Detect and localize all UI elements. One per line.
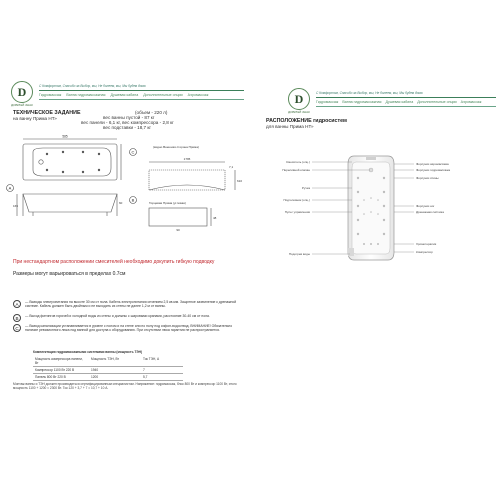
header-divider	[39, 90, 244, 91]
nav-bar-left	[39, 93, 208, 97]
brand-tagline: С Комфортом, Спасибо за Выбор, мы, Не болеем, мы, Мы будем дома	[316, 91, 423, 95]
nav-item[interactable]: Ванна гидромассажная	[342, 100, 382, 104]
requirement-c	[13, 324, 243, 332]
table-header: Ток ТЭН, А	[143, 357, 160, 361]
callout-label: Форсунки спины	[416, 176, 439, 180]
nav-item[interactable]: Душевая кабина	[385, 100, 414, 104]
callout-label: Подголовник (опц.)	[283, 198, 310, 202]
marker-c: C	[131, 149, 135, 155]
requirement-a	[13, 300, 243, 308]
dim-top-label: 585	[62, 134, 68, 139]
callout-label: Форсунки аэромассажа	[416, 162, 449, 166]
table-caption: Комплектация гидромассажными системами ванны (мощность ТЭН)	[33, 350, 143, 354]
requirement-marker: A	[13, 300, 21, 308]
requirement-marker: B	[13, 314, 21, 322]
callout-label: Дренажная система	[416, 210, 444, 214]
panel-caption: Торцевая Прима (угловая)	[149, 201, 186, 205]
callout-label: Форсунки ног	[416, 204, 435, 208]
nav-item[interactable]: Ванна гидромассажная	[66, 93, 106, 97]
callout-label: Подогрев воды	[288, 252, 310, 256]
table-cell: 1940	[91, 368, 99, 372]
requirement-b	[13, 314, 243, 322]
marker-a: A	[8, 185, 12, 191]
panel-side-view	[149, 162, 235, 226]
brand-logo: D ДОБРЫЙ ЗНАК	[11, 81, 33, 103]
bath-plan	[348, 156, 394, 260]
brand-logo: D ДОБРЫЙ ЗНАК	[288, 88, 310, 110]
nav-item[interactable]: Дополнительные опции	[143, 93, 183, 97]
requirement-text: — Вывод канализации устанавливается в уровне с полом и на стене или по полу под сифон-водоотвод. ВНИМАНИЕ! Обязательно наличие ревизионного люка под ванной для доступа к оборудованию. При отсутствии люка гарантия не распространяется.	[25, 324, 233, 333]
page-title: РАСПОЛОЖЕНИЕ гидросистем	[266, 118, 347, 124]
right-page	[252, 78, 497, 473]
callout-label: Пульт управления	[284, 210, 310, 214]
warning-note: При нестандартном расположении смесителей необходимо докупить гибкую подводку	[13, 259, 215, 265]
right-dim-label: 7,1	[229, 165, 234, 169]
bath-top-view	[23, 139, 121, 180]
callout-label: Смеситель (опц.)	[286, 160, 310, 164]
table-header: Мощность компрессора панели, Вт	[35, 357, 83, 365]
header-divider	[316, 97, 496, 98]
table-row	[33, 374, 183, 381]
table-cell: Панель 800 Вт 220 В	[35, 375, 66, 379]
spec-line: вес панели - 6,1 кг, вес компрессора - 2,8 кг	[81, 120, 174, 125]
callout-label: Ручка	[301, 186, 310, 190]
page-subtitle: на ванну Прима НТ»	[13, 116, 57, 121]
nav-bar-right	[316, 100, 481, 104]
side-width-label: 1795	[183, 157, 191, 161]
page-subtitle: для ванны Прима НТ»	[266, 124, 314, 129]
side-caption: (видно Внешняя сторона Прима)	[153, 145, 199, 149]
table-row	[33, 367, 183, 374]
callout-label: Хромотерапия	[416, 242, 437, 246]
nav-item[interactable]: Гидромассаж	[39, 93, 62, 97]
tolerance-note: Размеры могут варьироваться в пределах 0.7см	[13, 271, 126, 277]
nav-divider	[39, 99, 244, 100]
nav-item[interactable]: Аэромассаж	[460, 100, 482, 104]
height-right-label: 60	[119, 201, 123, 205]
page-title: ТЕХНИЧЕСКОЕ ЗАДАНИЕ	[13, 110, 81, 116]
marker-b: B	[131, 197, 135, 203]
nav-divider	[316, 106, 496, 107]
spec-line: (объем - 220 л)	[135, 110, 168, 115]
nav-item[interactable]: Душевая кабина	[110, 93, 139, 97]
callout-label: Переливной клапан	[282, 168, 310, 172]
nav-item[interactable]: Гидромассаж	[316, 100, 339, 104]
side-height-label: 610	[237, 179, 243, 183]
table-cell: 1200	[91, 375, 99, 379]
table-cell: 5,7	[143, 375, 148, 379]
bath-side-view	[17, 194, 117, 216]
technical-drawing	[3, 132, 248, 242]
spec-line: вес подставки - 18,7 кг	[103, 125, 152, 130]
table-header-row	[33, 356, 183, 367]
spec-line: вес ванны пустой - 87 кг	[103, 115, 155, 120]
power-table	[33, 350, 183, 381]
requirement-text: — Выход фитингов горячей и холодной воды из стены и должны с шаровыми кранами, расстояние 30-40 см от пола.	[25, 314, 210, 318]
requirement-text: — Выводы электропитания на высоте 30 см от пола. Кабель электропитания сечением 2,5 кв.мм. Защитное заземление к дренажной системе. Кабель должен быть двойным и не выходить из стены не далее 1,2 м от ванны.	[25, 300, 237, 309]
panel-height-label: 48	[213, 216, 217, 220]
height-left-label: 165	[13, 204, 19, 208]
hydro-layout-diagram	[252, 148, 497, 268]
footnote: Монтаж ванны и ТЭН должен производиться сертифицированным специалистом. Напряжение: гидромассаж, блок 800 Вт и компрессор 1100 Вт, итого мощность 1100 + 1200 = 2300 Вт. Ток 120 + 3,7 + 7 = 10,7 + 10 А.	[13, 382, 237, 390]
panel-width-label: 90	[176, 228, 180, 232]
left-page	[3, 78, 248, 473]
table-cell: Компрессор 1100 Вт 220 В	[35, 368, 75, 372]
brand-tagline: С Комфортом, Спасибо за Выбор, мы, Не болеем, мы, Мы будем дома	[39, 84, 146, 88]
nav-item[interactable]: Дополнительные опции	[417, 100, 457, 104]
callout-labels-right	[416, 162, 450, 254]
requirement-marker: C	[13, 324, 21, 332]
callout-labels-left	[282, 160, 310, 256]
callout-label: Форсунки гидромассажа	[416, 168, 451, 172]
nav-item[interactable]: Аэромассаж	[187, 93, 209, 97]
table-cell: 7	[143, 368, 145, 372]
callout-label: Компрессор	[416, 250, 433, 254]
table-header: Мощность ТЭН, Вт	[91, 357, 120, 361]
